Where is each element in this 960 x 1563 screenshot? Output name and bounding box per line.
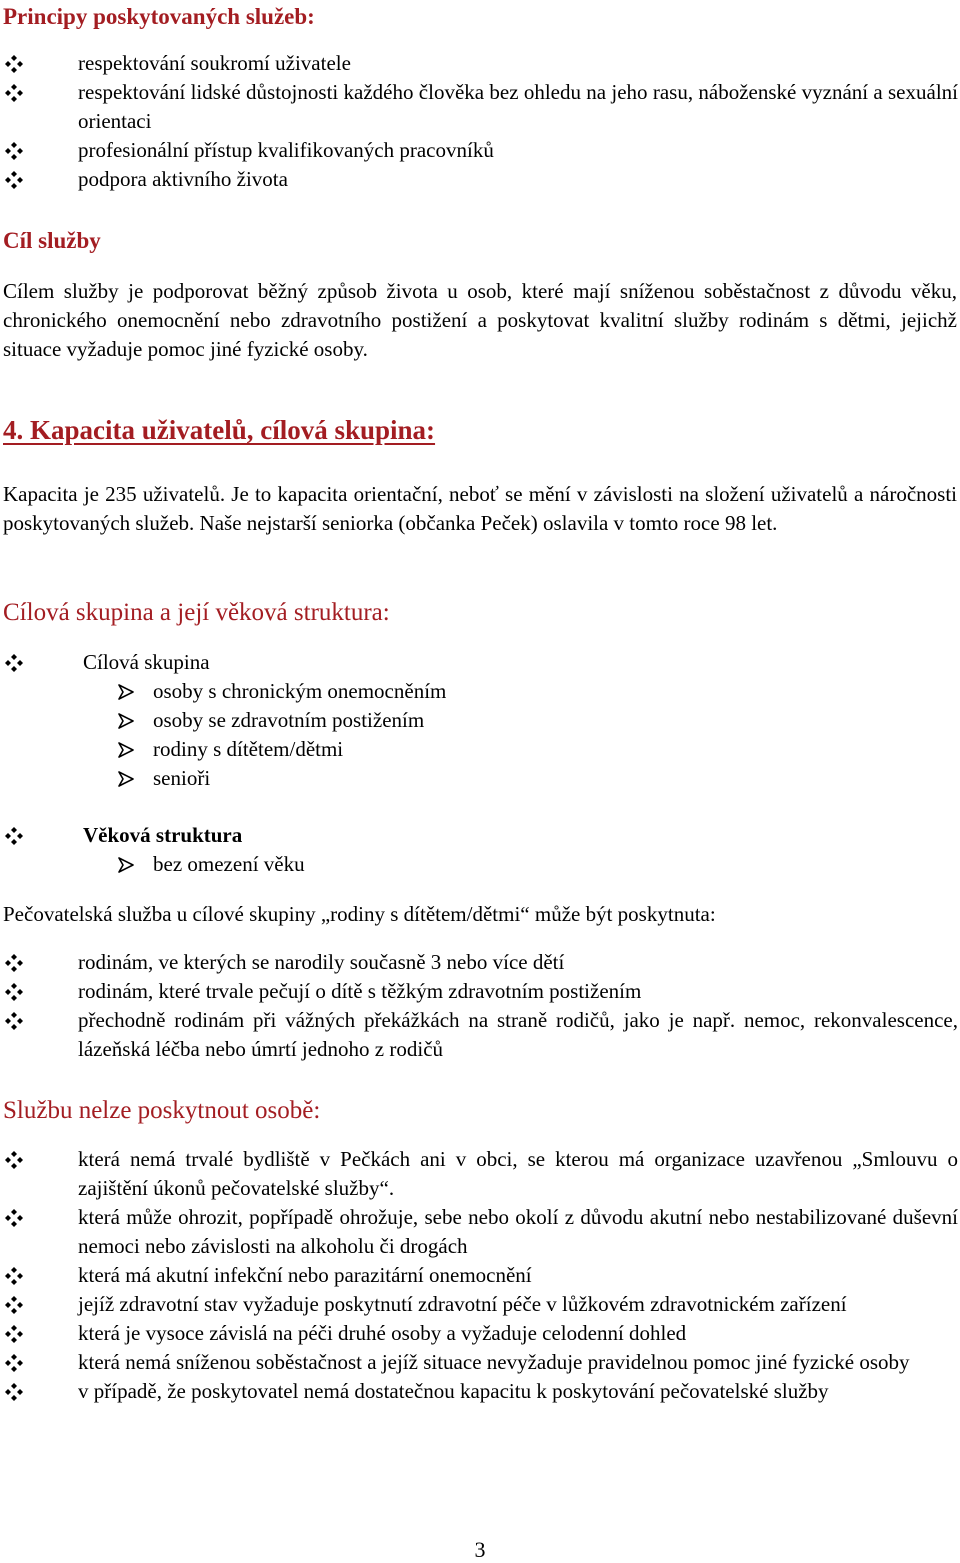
list-item-text: respektování lidské důstojnosti každého člověka bez ohledu na jeho rasu, náboženské vyznání a sexuální orientaci — [78, 80, 958, 133]
arrow-bullet-icon — [118, 684, 134, 700]
age-sublist — [118, 850, 958, 879]
diamond-bullet-icon — [4, 1295, 24, 1315]
list-item — [0, 1348, 958, 1377]
arrow-bullet-icon — [118, 742, 134, 758]
list-item-text: rodinám, ve kterých se narodily současně 3 nebo více dětí — [78, 950, 565, 974]
diamond-bullet-icon — [4, 141, 24, 161]
list-item — [0, 1145, 958, 1203]
sublist-item — [118, 764, 958, 793]
list-item — [0, 1203, 958, 1261]
sublist-item — [118, 735, 958, 764]
sublist-item-text: osoby se zdravotním postižením — [153, 708, 425, 732]
diamond-bullet-icon — [4, 83, 24, 103]
diamond-bullet-icon — [4, 170, 24, 190]
list-item-text: profesionální přístup kvalifikovaných pracovníků — [78, 138, 494, 162]
list-item — [0, 821, 958, 850]
exclusions-heading: Službu nelze poskytnout osobě: — [3, 1097, 321, 1124]
diamond-bullet-icon — [4, 1266, 24, 1286]
sublist-item — [118, 850, 958, 879]
list-item — [0, 49, 958, 78]
age-label: Věková struktura — [83, 823, 243, 847]
list-item — [0, 165, 958, 194]
capacity-text: Kapacita je 235 uživatelů. Je to kapacita orientační, neboť se mění v závislosti na složení uživatelů a náročnosti poskytovaných služeb. Naše nejstarší seniorka (občanka Peček) oslavila v tomto roce 98 let. — [3, 482, 957, 535]
list-item — [0, 648, 958, 677]
diamond-bullet-icon — [4, 826, 24, 846]
arrow-bullet-icon — [118, 771, 134, 787]
list-item — [0, 948, 958, 977]
diamond-bullet-icon — [4, 1353, 24, 1373]
diamond-bullet-icon — [4, 982, 24, 1002]
list-item — [0, 136, 958, 165]
sublist-item — [118, 677, 958, 706]
capacity-title: 4. Kapacita uživatelů, cílová skupina: — [3, 415, 436, 445]
goal-heading: Cíl služby — [3, 228, 101, 253]
sublist-item-text: senioři — [153, 766, 211, 790]
list-item-text: přechodně rodinám při vážných překážkách na straně rodičů, jako je např. nemoc, rekonvalescence, lázeňská léčba nebo úmrtí jednoho z rodičů — [78, 1008, 958, 1061]
list-item-text: rodinám, které trvale pečují o dítě s těžkým zdravotním postižením — [78, 979, 642, 1003]
target-group-block — [0, 648, 958, 879]
list-item-text: která má akutní infekční nebo parazitární onemocnění — [78, 1263, 532, 1287]
age-list — [0, 821, 958, 850]
list-item-text: jejíž zdravotní stav vyžaduje poskytnutí zdravotní péče v lůžkovém zdravotnickém zařízení — [78, 1292, 847, 1316]
families-list — [0, 948, 958, 1064]
sublist-item — [118, 706, 958, 735]
group-sublist — [118, 677, 958, 793]
diamond-bullet-icon — [4, 1382, 24, 1402]
arrow-bullet-icon — [118, 857, 134, 873]
list-item — [0, 1319, 958, 1348]
sublist-item-text: osoby s chronickým onemocněním — [153, 679, 447, 703]
diamond-bullet-icon — [4, 1324, 24, 1344]
goal-text: Cílem služby je podporovat běžný způsob života u osob, které mají sníženou soběstačnost z důvodu věku, chronického onemocnění nebo zdravotního postižení a poskytovat kvalitní služby rodinám s dětmi, jejichž situace vyžaduje pomoc jiné fyzické osoby. — [3, 279, 957, 361]
target-group-list — [0, 648, 958, 677]
list-item — [0, 1006, 958, 1064]
page-number: 3 — [474, 1537, 486, 1562]
list-item-text: která nemá trvalé bydliště v Pečkách ani v obci, se kterou má organizace uzavřenou „Smlouvu o zajištění úkonů pečovatelské služby“. — [78, 1147, 958, 1200]
arrow-bullet-icon — [118, 713, 134, 729]
list-item — [0, 1377, 958, 1406]
list-item — [0, 78, 958, 136]
principles-heading: Principy poskytovaných služeb: — [3, 4, 315, 29]
list-item — [0, 1261, 958, 1290]
diamond-bullet-icon — [4, 1208, 24, 1228]
list-item — [0, 977, 958, 1006]
principles-list — [0, 49, 958, 194]
sublist-item-text: rodiny s dítětem/dětmi — [153, 737, 344, 761]
target-group-heading: Cílová skupina a její věková struktura: — [3, 599, 390, 626]
diamond-bullet-icon — [4, 653, 24, 673]
list-item-text: která může ohrozit, popřípadě ohrožuje, sebe nebo okolí z důvodu akutní nebo nestabilizované duševní nemoci nebo závislosti na alkoholu či drogách — [78, 1205, 958, 1258]
diamond-bullet-icon — [4, 1150, 24, 1170]
list-item-text: která je vysoce závislá na péči druhé osoby a vyžaduje celodenní dohled — [78, 1321, 687, 1345]
list-item-text: která nemá sníženou soběstačnost a jejíž situace nevyžaduje pravidelnou pomoc jiné fyzické osoby — [78, 1350, 910, 1374]
list-item-text: podpora aktivního života — [78, 167, 288, 191]
list-item — [0, 1290, 958, 1319]
diamond-bullet-icon — [4, 54, 24, 74]
exclusions-list — [0, 1145, 958, 1406]
sublist-item-text: bez omezení věku — [153, 852, 305, 876]
families-intro: Pečovatelská služba u cílové skupiny „rodiny s dítětem/dětmi“ může být poskytnuta: — [3, 902, 716, 926]
list-item-text: v případě, že poskytovatel nemá dostatečnou kapacitu k poskytování pečovatelské služby — [78, 1379, 829, 1403]
list-item-text: respektování soukromí uživatele — [78, 51, 351, 75]
diamond-bullet-icon — [4, 953, 24, 973]
diamond-bullet-icon — [4, 1011, 24, 1031]
group-label: Cílová skupina — [83, 650, 210, 674]
